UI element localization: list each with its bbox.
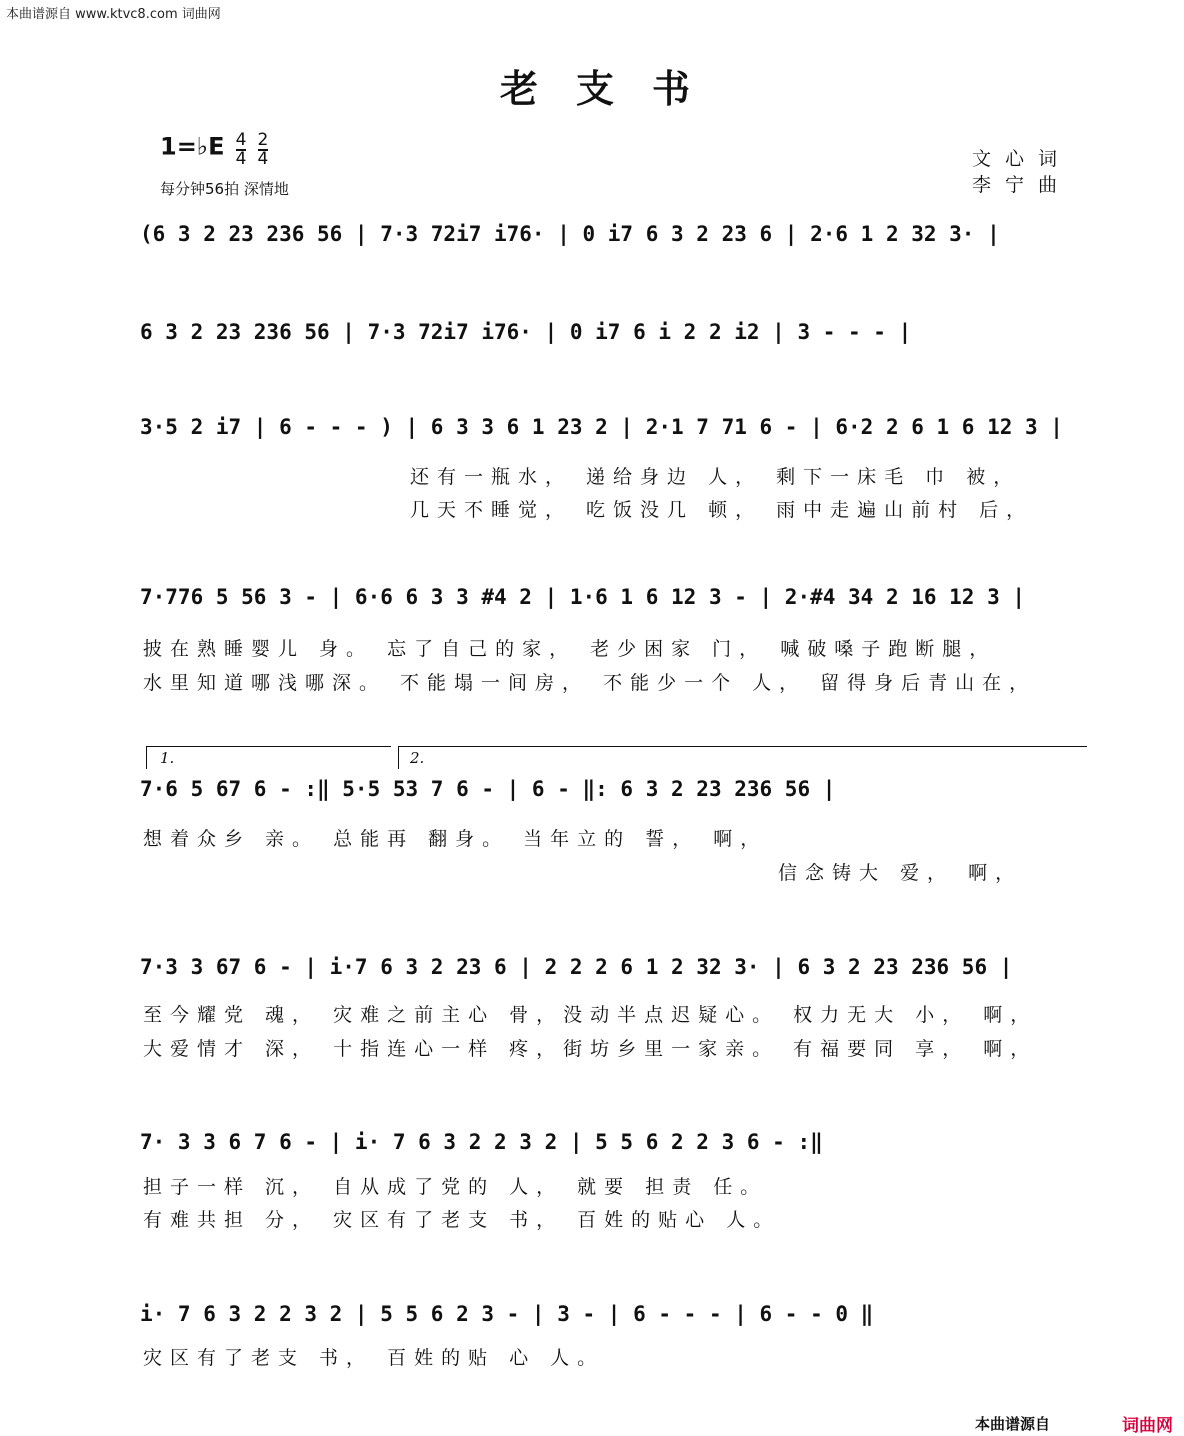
time-signature-2: [258, 132, 269, 168]
staff-line-3: 3·5 2 i7 | 6 - - - ) | 6 3 3 6 1 23 2 | 2·1 7 71 6 - | 6·2 2 6 1 6 12 3 |: [140, 415, 1063, 439]
composer-credit: 李宁曲: [972, 174, 1072, 196]
staff-line-1: (6 3 2 23 236 56 | 7·3 72i7 i76· | 0 i7 6 3 2 23 6 | 2·6 1 2 32 3· |: [140, 222, 1000, 246]
staff-line-2: 6 3 2 23 236 56 | 7·3 72i7 i76· | 0 i7 6 i 2 2 i2 | 3 - - - |: [140, 320, 912, 344]
time-sig-1-numerator: 4: [235, 130, 247, 150]
time-sig-1-denominator: 4: [235, 149, 247, 169]
key-signature: 1=♭E: [160, 132, 225, 161]
volta-bracket-2: [398, 746, 1087, 769]
time-sig-2-numerator: 2: [257, 130, 269, 150]
lyrics-line-5-verse-1: 想着众乡 亲。 总能再 翻身。 当年立的 誓， 啊，: [143, 828, 768, 850]
staff-line-7: 7· 3 3 6 7 6 - | i· 7 6 3 2 2 3 2 | 5 5 6 2 2 3 6 - :‖: [140, 1130, 823, 1154]
volta-label-2: 2.: [410, 749, 425, 767]
lyrics-line-3-verse-2: 几天不睡觉， 吃饭没几 顿， 雨中走遍山前村 后，: [410, 499, 1034, 521]
lyrics-line-5-verse-2: 信念铸大 爱， 啊，: [778, 862, 1023, 884]
time-signature-1: [236, 132, 247, 168]
lyrics-line-6-verse-1: 至今耀党 魂， 灾难之前主心 骨，没动半点迟疑心。 权力无大 小， 啊，: [143, 1004, 1038, 1026]
staff-line-6: 7·3 3 67 6 - | i·7 6 3 2 23 6 | 2 2 2 6 1 2 32 3· | 6 3 2 23 236 56 |: [140, 955, 1013, 979]
key-signature-block: [160, 132, 268, 168]
song-title: 老支书: [500, 66, 729, 111]
tempo-marking: 每分钟56拍 深情地: [160, 180, 289, 198]
lyrics-line-4-verse-1: 披在熟睡婴儿 身。 忘了自己的家， 老少困家 门， 喊破嗓子跑断腿，: [143, 638, 997, 660]
volta-label-1: 1.: [160, 749, 175, 767]
lyrics-line-4-verse-2: 水里知道哪浅哪深。 不能塌一间房， 不能少一个 人， 留得身后青山在，: [143, 672, 1037, 694]
footer-site-logo: 词曲网: [1122, 1416, 1173, 1436]
lyrics-line-6-verse-2: 大爱情才 深， 十指连心一样 疼，街坊乡里一家亲。 有福要同 享， 啊，: [143, 1038, 1038, 1060]
lyrics-line-8-verse-1: 灾区有了老支 书， 百姓的贴 心 人。: [143, 1347, 605, 1369]
lyrics-line-3-verse-1: 还有一瓶水， 递给身边 人， 剩下一床毛 巾 被，: [410, 466, 1021, 488]
lyrics-line-7-verse-1: 担子一样 沉， 自从成了党的 人， 就要 担责 任。: [143, 1176, 768, 1198]
volta-bracket-1: [146, 746, 391, 769]
lyrics-line-7-verse-2: 有难共担 分， 灾区有了老支 书， 百姓的贴心 人。: [143, 1209, 781, 1231]
staff-line-8: i· 7 6 3 2 2 3 2 | 5 5 6 2 3 - | 3 - | 6 - - - | 6 - - 0 ‖: [140, 1302, 874, 1326]
lyricist-credit: 文心词: [972, 148, 1072, 170]
footer-source-text: 本曲谱源自: [975, 1415, 1051, 1433]
time-sig-2-denominator: 4: [257, 149, 269, 169]
staff-line-5: 7·6 5 67 6 - :‖ 5·5 53 7 6 - | 6 - ‖: 6 3 2 23 236 56 |: [140, 777, 836, 801]
watermark-text: 本曲谱源自 www.ktvc8.com 词曲网: [6, 7, 221, 22]
staff-line-4: 7·776 5 56 3 - | 6·6 6 3 3 #4 2 | 1·6 1 6 12 3 - | 2·#4 34 2 16 12 3 |: [140, 585, 1026, 609]
